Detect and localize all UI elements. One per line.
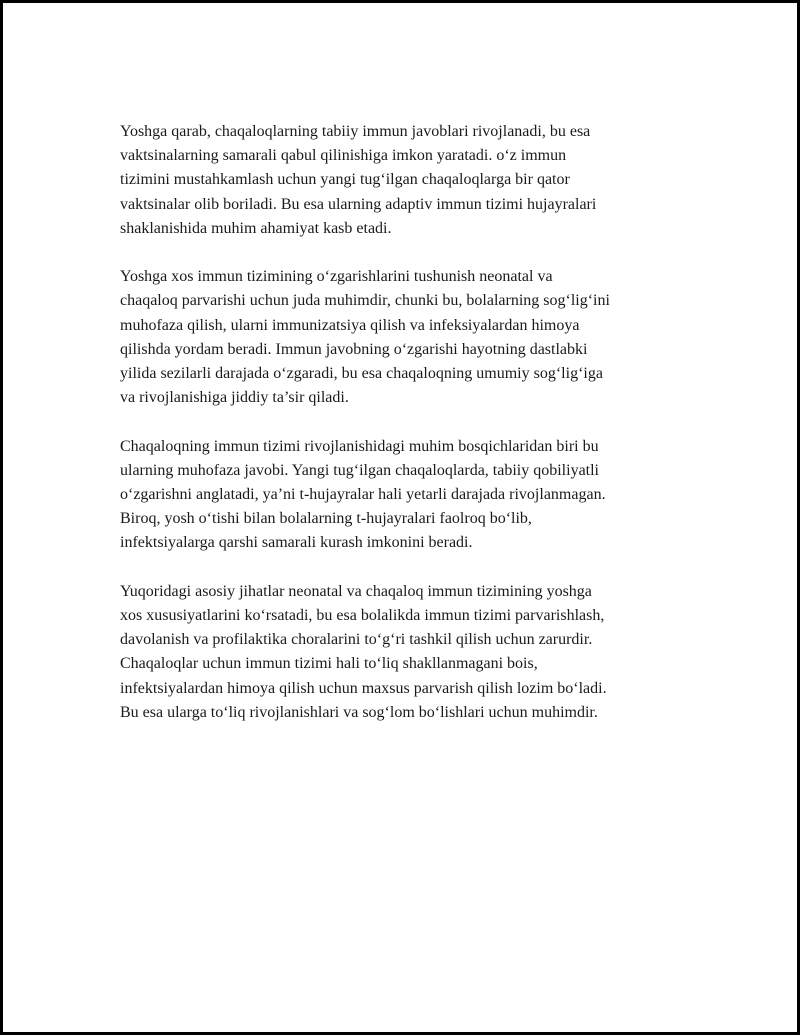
paragraph-line: Chaqaloqlar uchun immun tizimi hali to‘liq shakllanmagani bois, [120,655,538,673]
paragraph-line: infektsiyalarga qarshi samarali kurash imkonini beradi. [120,534,473,552]
paragraph-line: o‘zgarishni anglatadi, ya’ni t-hujayralar hali yetarli darajada rivojlanmagan. [120,486,606,504]
paragraph-line: Yuqoridagi asosiy jihatlar neonatal va chaqaloq immun tizimining yoshga [120,582,592,600]
paragraph-1 [120,120,700,241]
paragraph-line: yilida sezilarli darajada o‘zgaradi, bu esa chaqaloqning umumiy sog‘lig‘iga [120,365,603,383]
paragraph-line: vaktsinalarning samarali qabul qilinishiga imkon yaratadi. o‘z immun [120,147,567,165]
paragraph-line: chaqaloq parvarishi uchun juda muhimdir, chunki bu, bolalarning sog‘lig‘ini [120,292,610,310]
paragraph-line: Chaqaloqning immun tizimi rivojlanishidagi muhim bosqichlaridan biri bu [120,437,599,455]
paragraph-line: xos xususiyatlarini ko‘rsatadi, bu esa bolalikda immun tizimi parvarishlash, [120,607,605,625]
paragraph-line: ularning muhofaza javobi. Yangi tug‘ilgan chaqaloqlarda, tabiiy qobiliyatli [120,461,599,479]
paragraph-line: Biroq, yosh o‘tishi bilan bolalarning t-hujayralari faolroq bo‘lib, [120,510,532,528]
paragraph-line: muhofaza qilish, ularni immunizatsiya qilish va infeksiyalardan himoya [120,316,580,334]
paragraph-line: shaklanishida muhim ahamiyat kasb etadi. [120,219,392,237]
paragraph-line: va rivojlanishiga jiddiy ta’sir qiladi. [120,389,349,407]
paragraph-line: davolanish va profilaktika choralarini to‘g‘ri tashkil qilish uchun zarurdir. [120,631,593,649]
paragraph-line: tizimini mustahkamlash uchun yangi tug‘ilgan chaqaloqlarga bir qator [120,171,570,189]
paragraph-line: qilishda yordam beradi. Immun javobning o‘zgarishi hayotning dastlabki [120,340,588,358]
paragraph-3 [120,435,700,556]
paragraph-line: Yoshga xos immun tizimining o‘zgarishlarini tushunish neonatal va [120,268,553,286]
paragraph-line: infektsiyalardan himoya qilish uchun maxsus parvarish qilish lozim bo‘ladi. [120,679,607,697]
paragraph-4 [120,580,700,725]
document-body [120,120,700,749]
paragraph-line: vaktsinalar olib boriladi. Bu esa ularning adaptiv immun tizimi hujayralari [120,195,597,213]
paragraph-2 [120,265,700,410]
paragraph-line: Yoshga qarab, chaqaloqlarning tabiiy immun javoblari rivojlanadi, bu esa [120,123,591,140]
paragraph-line: Bu esa ularga to‘liq rivojlanishlari va sog‘lom bo‘lishlari uchun muhimdir. [120,703,598,721]
